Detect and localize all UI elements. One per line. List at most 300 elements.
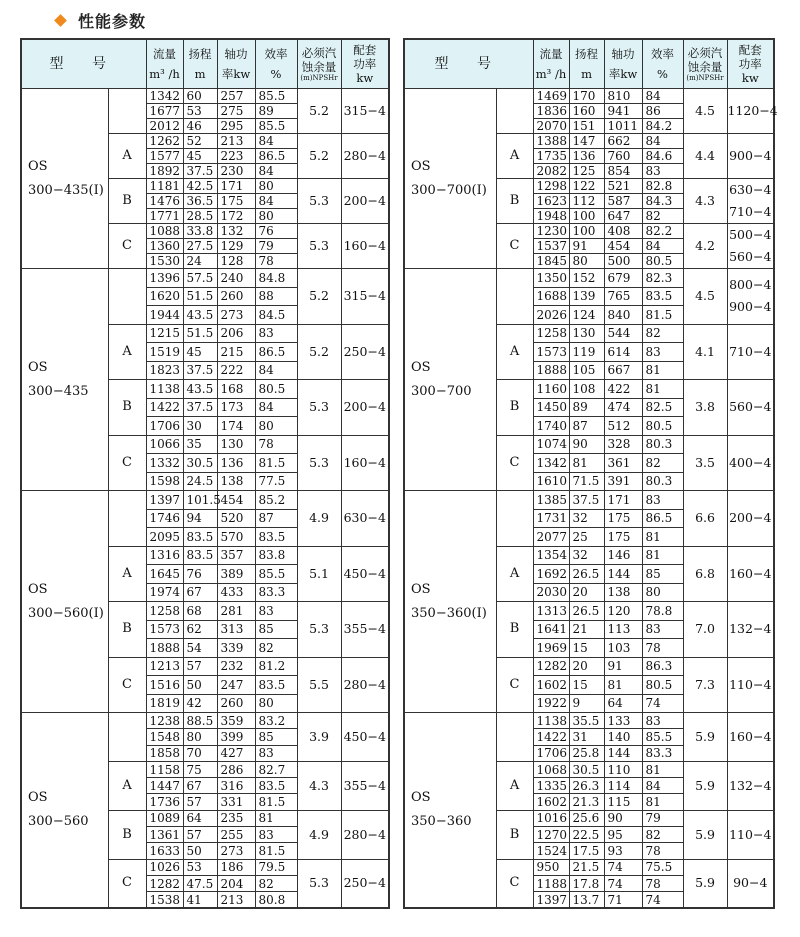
npsh-value: 4.5 — [683, 89, 727, 134]
efficiency-value: 78 — [642, 639, 683, 658]
npsh-value: 3.8 — [683, 380, 727, 436]
head-value: 112 — [569, 194, 604, 209]
efficiency-value: 84.6 — [642, 149, 683, 164]
head-value: 26.3 — [569, 778, 604, 794]
motor-power — [341, 713, 389, 762]
flow-value: 1026 — [146, 859, 183, 875]
npsh-value: 5.2 — [297, 89, 341, 134]
header-flow-line: m³ /h — [149, 67, 180, 81]
header-model — [404, 39, 533, 89]
head-value: 45 — [183, 149, 217, 164]
header-power — [217, 39, 255, 89]
power-value: 810 — [604, 89, 642, 104]
head-value: 100 — [569, 224, 604, 239]
model-series: OS — [411, 581, 431, 597]
impeller-variant: B — [496, 179, 533, 224]
head-value: 36.5 — [183, 194, 217, 209]
motor-power-value: 355−4 — [343, 621, 386, 637]
power-value: 114 — [604, 778, 642, 794]
table-header — [404, 39, 774, 89]
efficiency-value: 84 — [642, 239, 683, 254]
power-value: 433 — [217, 583, 255, 602]
model-cell — [21, 713, 108, 909]
motor-power-value: 450−4 — [343, 565, 386, 581]
flow-value: 1422 — [146, 398, 183, 417]
efficiency-value: 82 — [642, 209, 683, 224]
head-value: 101.5 — [183, 491, 217, 510]
power-value: 544 — [604, 324, 642, 343]
flow-value: 1519 — [146, 343, 183, 362]
head-value: 119 — [569, 343, 604, 362]
npsh-value: 3.9 — [297, 713, 341, 762]
flow-value: 1469 — [533, 89, 569, 104]
power-value: 614 — [604, 343, 642, 362]
efficiency-value: 78 — [255, 254, 297, 269]
motor-power — [341, 179, 389, 224]
power-value: 91 — [604, 657, 642, 676]
npsh-value: 6.6 — [683, 491, 727, 547]
head-value: 125 — [569, 164, 604, 179]
header-motor-line: 功率 — [738, 57, 762, 71]
head-value: 15 — [569, 639, 604, 658]
efficiency-value: 85.2 — [255, 491, 297, 510]
efficiency-value: 83 — [642, 713, 683, 729]
head-value: 160 — [569, 104, 604, 119]
motor-power — [727, 713, 774, 762]
model-code: 300−560(I) — [28, 605, 104, 621]
power-value: 171 — [604, 491, 642, 510]
efficiency-value: 82 — [642, 324, 683, 343]
motor-power-value: 160−4 — [729, 728, 772, 744]
motor-power — [727, 546, 774, 602]
head-value: 136 — [569, 149, 604, 164]
npsh-value: 5.3 — [297, 224, 341, 269]
power-value: 171 — [217, 179, 255, 194]
head-value: 25.8 — [569, 745, 604, 761]
model-code: 300−700 — [411, 383, 472, 399]
efficiency-value: 81.2 — [255, 657, 297, 676]
head-value: 31 — [569, 729, 604, 745]
power-value: 93 — [604, 843, 642, 859]
npsh-value: 4.3 — [683, 179, 727, 224]
head-value: 60 — [183, 89, 217, 104]
efficiency-value: 83 — [642, 164, 683, 179]
power-value: 647 — [604, 209, 642, 224]
impeller-variant: C — [496, 435, 533, 491]
efficiency-value: 88 — [255, 287, 297, 306]
efficiency-value: 85.5 — [255, 565, 297, 584]
header-model — [21, 39, 146, 89]
flow-value: 1823 — [146, 361, 183, 380]
header-motor-line: 配套 — [738, 43, 762, 57]
flow-value: 1641 — [533, 620, 569, 639]
motor-power — [341, 859, 389, 908]
head-value: 25 — [569, 528, 604, 547]
header-head-line: 扬程 — [188, 47, 212, 61]
flow-value: 1316 — [146, 546, 183, 565]
model-cell — [404, 491, 496, 713]
efficiency-value: 80.5 — [255, 380, 297, 399]
motor-power-value: 560−4 — [729, 399, 772, 415]
head-value: 22.5 — [569, 827, 604, 843]
power-value: 275 — [217, 104, 255, 119]
efficiency-value: 84 — [255, 134, 297, 149]
efficiency-value: 78 — [642, 843, 683, 859]
npsh-value: 7.3 — [683, 657, 727, 713]
impeller-variant — [108, 269, 146, 325]
flow-value: 1888 — [146, 639, 183, 658]
power-value: 512 — [604, 417, 642, 436]
impeller-variant: A — [108, 761, 146, 810]
power-value: 328 — [604, 435, 642, 454]
power-value: 521 — [604, 179, 642, 194]
flow-value: 1969 — [533, 639, 569, 658]
motor-power — [727, 380, 774, 436]
motor-power-value: 315−4 — [343, 103, 386, 118]
head-value: 13.7 — [569, 892, 604, 908]
header-efficiency-line: 效率 — [264, 47, 288, 61]
header-row — [21, 39, 389, 89]
power-value: 854 — [604, 164, 642, 179]
flow-value: 1160 — [533, 380, 569, 399]
efficiency-value: 83.5 — [255, 676, 297, 695]
flow-value: 1074 — [533, 435, 569, 454]
npsh-value: 4.9 — [297, 491, 341, 547]
motor-power — [727, 179, 774, 224]
motor-power-value: 500−4 — [729, 227, 772, 242]
npsh-value: 5.5 — [297, 657, 341, 713]
efficiency-value: 84 — [642, 134, 683, 149]
flow-value: 1354 — [533, 546, 569, 565]
header-npsh-line: (m)NPSHr — [300, 73, 338, 82]
power-value: 71 — [604, 892, 642, 908]
flow-value: 1836 — [533, 104, 569, 119]
model-cell — [404, 269, 496, 491]
power-value: 132 — [217, 224, 255, 239]
power-value: 174 — [217, 417, 255, 436]
flow-value: 1422 — [533, 729, 569, 745]
impeller-variant: A — [108, 546, 146, 602]
head-value: 57 — [183, 827, 217, 843]
efficiency-value: 84.3 — [642, 194, 683, 209]
power-value: 130 — [217, 435, 255, 454]
power-value: 133 — [604, 713, 642, 729]
power-value: 138 — [604, 583, 642, 602]
efficiency-value: 82 — [642, 827, 683, 843]
motor-power — [727, 269, 774, 325]
header-power-line: 轴功 — [611, 47, 635, 61]
flow-value: 1692 — [533, 565, 569, 584]
motor-power — [727, 134, 774, 179]
motor-power — [341, 810, 389, 859]
header-motor-line: 配套 — [353, 43, 377, 57]
npsh-value: 5.2 — [297, 324, 341, 380]
head-value: 87 — [569, 417, 604, 436]
header-head — [183, 39, 217, 89]
flow-value: 1819 — [146, 694, 183, 713]
power-value: 90 — [604, 810, 642, 826]
power-value: 235 — [217, 810, 255, 826]
power-value: 260 — [217, 694, 255, 713]
efficiency-value: 80.8 — [255, 892, 297, 908]
header-flow — [533, 39, 569, 89]
header-motor-line: kw — [741, 71, 759, 85]
power-value: 168 — [217, 380, 255, 399]
power-value: 74 — [604, 875, 642, 891]
motor-power-value: 132−4 — [729, 777, 772, 793]
efficiency-value: 81.5 — [255, 794, 297, 810]
model-series: OS — [411, 359, 431, 375]
power-value: 313 — [217, 620, 255, 639]
flow-value: 1388 — [533, 134, 569, 149]
flow-value: 1633 — [146, 843, 183, 859]
power-value: 422 — [604, 380, 642, 399]
flow-value: 1215 — [146, 324, 183, 343]
flow-value: 1602 — [533, 794, 569, 810]
power-value: 247 — [217, 676, 255, 695]
flow-value: 1089 — [146, 810, 183, 826]
efficiency-value: 78.8 — [642, 602, 683, 621]
power-value: 391 — [604, 472, 642, 491]
efficiency-value: 84 — [642, 778, 683, 794]
flow-value: 1476 — [146, 194, 183, 209]
head-value: 67 — [183, 583, 217, 602]
motor-power-value: 200−4 — [343, 193, 386, 208]
header-npsh-line: 必须汽 — [301, 45, 337, 60]
flow-value: 1262 — [146, 134, 183, 149]
model-series: OS — [411, 790, 431, 806]
motor-power-value: 800−4 — [729, 277, 772, 293]
model-cell — [21, 269, 108, 491]
motor-power — [341, 435, 389, 491]
table-row — [21, 713, 389, 729]
motor-power — [727, 810, 774, 859]
power-value: 172 — [217, 209, 255, 224]
power-value: 129 — [217, 239, 255, 254]
flow-value: 1450 — [533, 398, 569, 417]
motor-power — [341, 89, 389, 134]
efficiency-value: 77.5 — [255, 472, 297, 491]
model-code: 300−700(I) — [411, 182, 487, 198]
efficiency-value: 84 — [255, 398, 297, 417]
impeller-variant: A — [108, 134, 146, 179]
impeller-variant: A — [496, 324, 533, 380]
header-head-line: m — [581, 67, 592, 81]
efficiency-value: 82 — [255, 875, 297, 891]
efficiency-value: 86.3 — [642, 657, 683, 676]
motor-power — [727, 435, 774, 491]
model-series: OS — [28, 359, 48, 375]
head-value: 35 — [183, 435, 217, 454]
flow-value: 1138 — [146, 380, 183, 399]
power-value: 144 — [604, 565, 642, 584]
head-value: 47.5 — [183, 875, 217, 891]
motor-power-value: 560−4 — [729, 249, 772, 264]
efficiency-value: 82.8 — [642, 179, 683, 194]
npsh-value: 3.5 — [683, 435, 727, 491]
head-value: 124 — [569, 306, 604, 325]
header-head-line: 扬程 — [575, 47, 599, 61]
table-row — [21, 89, 389, 104]
motor-power-value: 710−4 — [729, 343, 772, 359]
head-value: 100 — [569, 209, 604, 224]
motor-power-value: 280−4 — [343, 676, 386, 692]
header-npsh — [297, 39, 341, 89]
power-value: 74 — [604, 859, 642, 875]
head-value: 30.5 — [183, 454, 217, 473]
power-value: 223 — [217, 149, 255, 164]
flow-value: 1858 — [146, 745, 183, 761]
flow-value: 2082 — [533, 164, 569, 179]
power-value: 175 — [217, 194, 255, 209]
impeller-variant: C — [496, 657, 533, 713]
power-value: 389 — [217, 565, 255, 584]
power-value: 316 — [217, 778, 255, 794]
motor-power-value: 710−4 — [729, 204, 772, 219]
head-value: 9 — [569, 694, 604, 713]
efficiency-value: 84 — [255, 194, 297, 209]
flow-value: 1360 — [146, 239, 183, 254]
model-cell — [21, 89, 108, 269]
head-value: 151 — [569, 119, 604, 134]
table-row — [21, 491, 389, 510]
flow-value: 1397 — [146, 491, 183, 510]
head-value: 37.5 — [183, 398, 217, 417]
efficiency-value: 81 — [642, 361, 683, 380]
impeller-variant: B — [496, 810, 533, 859]
head-value: 53 — [183, 859, 217, 875]
head-value: 32 — [569, 509, 604, 528]
header-efficiency — [642, 39, 683, 89]
flow-value: 2030 — [533, 583, 569, 602]
efficiency-value: 83 — [255, 324, 297, 343]
efficiency-value: 80.5 — [642, 417, 683, 436]
head-value: 53 — [183, 104, 217, 119]
flow-value: 1573 — [146, 620, 183, 639]
power-value: 103 — [604, 639, 642, 658]
efficiency-value: 83.8 — [255, 546, 297, 565]
npsh-value: 4.3 — [297, 761, 341, 810]
table-row — [404, 713, 774, 729]
motor-power — [727, 491, 774, 547]
power-value: 144 — [604, 745, 642, 761]
flow-value: 1230 — [533, 224, 569, 239]
motor-power-value: 400−4 — [729, 454, 772, 470]
impeller-variant: B — [108, 602, 146, 658]
motor-power-value: 160−4 — [729, 565, 772, 581]
power-value: 81 — [604, 676, 642, 695]
efficiency-value: 81 — [642, 761, 683, 777]
header-motor-line: kw — [356, 71, 374, 85]
header-npsh-line: 蚀余量 — [301, 59, 337, 74]
efficiency-value: 81.5 — [255, 454, 297, 473]
head-value: 80 — [569, 254, 604, 269]
npsh-value: 5.9 — [683, 859, 727, 908]
power-value: 474 — [604, 398, 642, 417]
flow-value: 1573 — [533, 343, 569, 362]
head-value: 30 — [183, 417, 217, 436]
header-model-label: 型 号 — [434, 56, 503, 72]
power-value: 138 — [217, 472, 255, 491]
impeller-variant — [108, 713, 146, 762]
head-value: 170 — [569, 89, 604, 104]
efficiency-value: 81 — [642, 546, 683, 565]
model-code: 300−435(I) — [28, 182, 104, 198]
flow-value: 1922 — [533, 694, 569, 713]
motor-power-value: 630−4 — [729, 182, 772, 197]
efficiency-value: 82.2 — [642, 224, 683, 239]
header-motor-line: 功率 — [353, 57, 377, 71]
power-value: 361 — [604, 454, 642, 473]
flow-value: 1620 — [146, 287, 183, 306]
motor-power-value: 280−4 — [343, 826, 386, 842]
efficiency-value: 84.5 — [255, 306, 297, 325]
motor-power-value: 132−4 — [729, 621, 772, 637]
efficiency-value: 83.3 — [642, 745, 683, 761]
header-flow-line: 流量 — [539, 47, 563, 61]
power-value: 273 — [217, 843, 255, 859]
flow-value: 1066 — [146, 435, 183, 454]
motor-power-value: 900−4 — [729, 299, 772, 315]
header-flow — [146, 39, 183, 89]
efficiency-value: 83.5 — [255, 778, 297, 794]
motor-power-value: 110−4 — [729, 826, 772, 842]
motor-power — [341, 491, 389, 547]
npsh-value: 4.1 — [683, 324, 727, 380]
flow-value: 1258 — [146, 602, 183, 621]
flow-value: 1771 — [146, 209, 183, 224]
power-value: 520 — [217, 509, 255, 528]
head-value: 37.5 — [183, 164, 217, 179]
head-value: 27.5 — [183, 239, 217, 254]
power-value: 427 — [217, 745, 255, 761]
head-value: 42.5 — [183, 179, 217, 194]
efficiency-value: 81 — [642, 380, 683, 399]
head-value: 57.5 — [183, 269, 217, 288]
motor-power-value: 315−4 — [343, 288, 386, 304]
efficiency-value: 89 — [255, 104, 297, 119]
impeller-variant: C — [108, 657, 146, 713]
impeller-variant: B — [108, 380, 146, 436]
npsh-value: 5.9 — [683, 810, 727, 859]
flow-value: 1298 — [533, 179, 569, 194]
motor-power — [341, 224, 389, 269]
table-body — [21, 89, 389, 909]
motor-power — [341, 134, 389, 179]
npsh-value: 5.3 — [297, 179, 341, 224]
flow-value: 1282 — [533, 657, 569, 676]
power-value: 206 — [217, 324, 255, 343]
flow-value: 1735 — [533, 149, 569, 164]
power-value: 140 — [604, 729, 642, 745]
motor-power — [341, 324, 389, 380]
impeller-variant — [496, 491, 533, 547]
efficiency-value: 78 — [642, 875, 683, 891]
npsh-value: 5.9 — [683, 761, 727, 810]
header-npsh-line: 必须汽 — [687, 45, 723, 60]
power-value: 667 — [604, 361, 642, 380]
flow-value: 1335 — [533, 778, 569, 794]
section-title — [56, 9, 146, 31]
power-value: 175 — [604, 528, 642, 547]
npsh-value: 7.0 — [683, 602, 727, 658]
motor-power — [727, 859, 774, 908]
flow-value: 1888 — [533, 361, 569, 380]
efficiency-value: 80 — [255, 209, 297, 224]
impeller-variant: B — [108, 810, 146, 859]
header-efficiency-line: % — [657, 67, 668, 81]
model-code: 350−360 — [411, 814, 472, 830]
